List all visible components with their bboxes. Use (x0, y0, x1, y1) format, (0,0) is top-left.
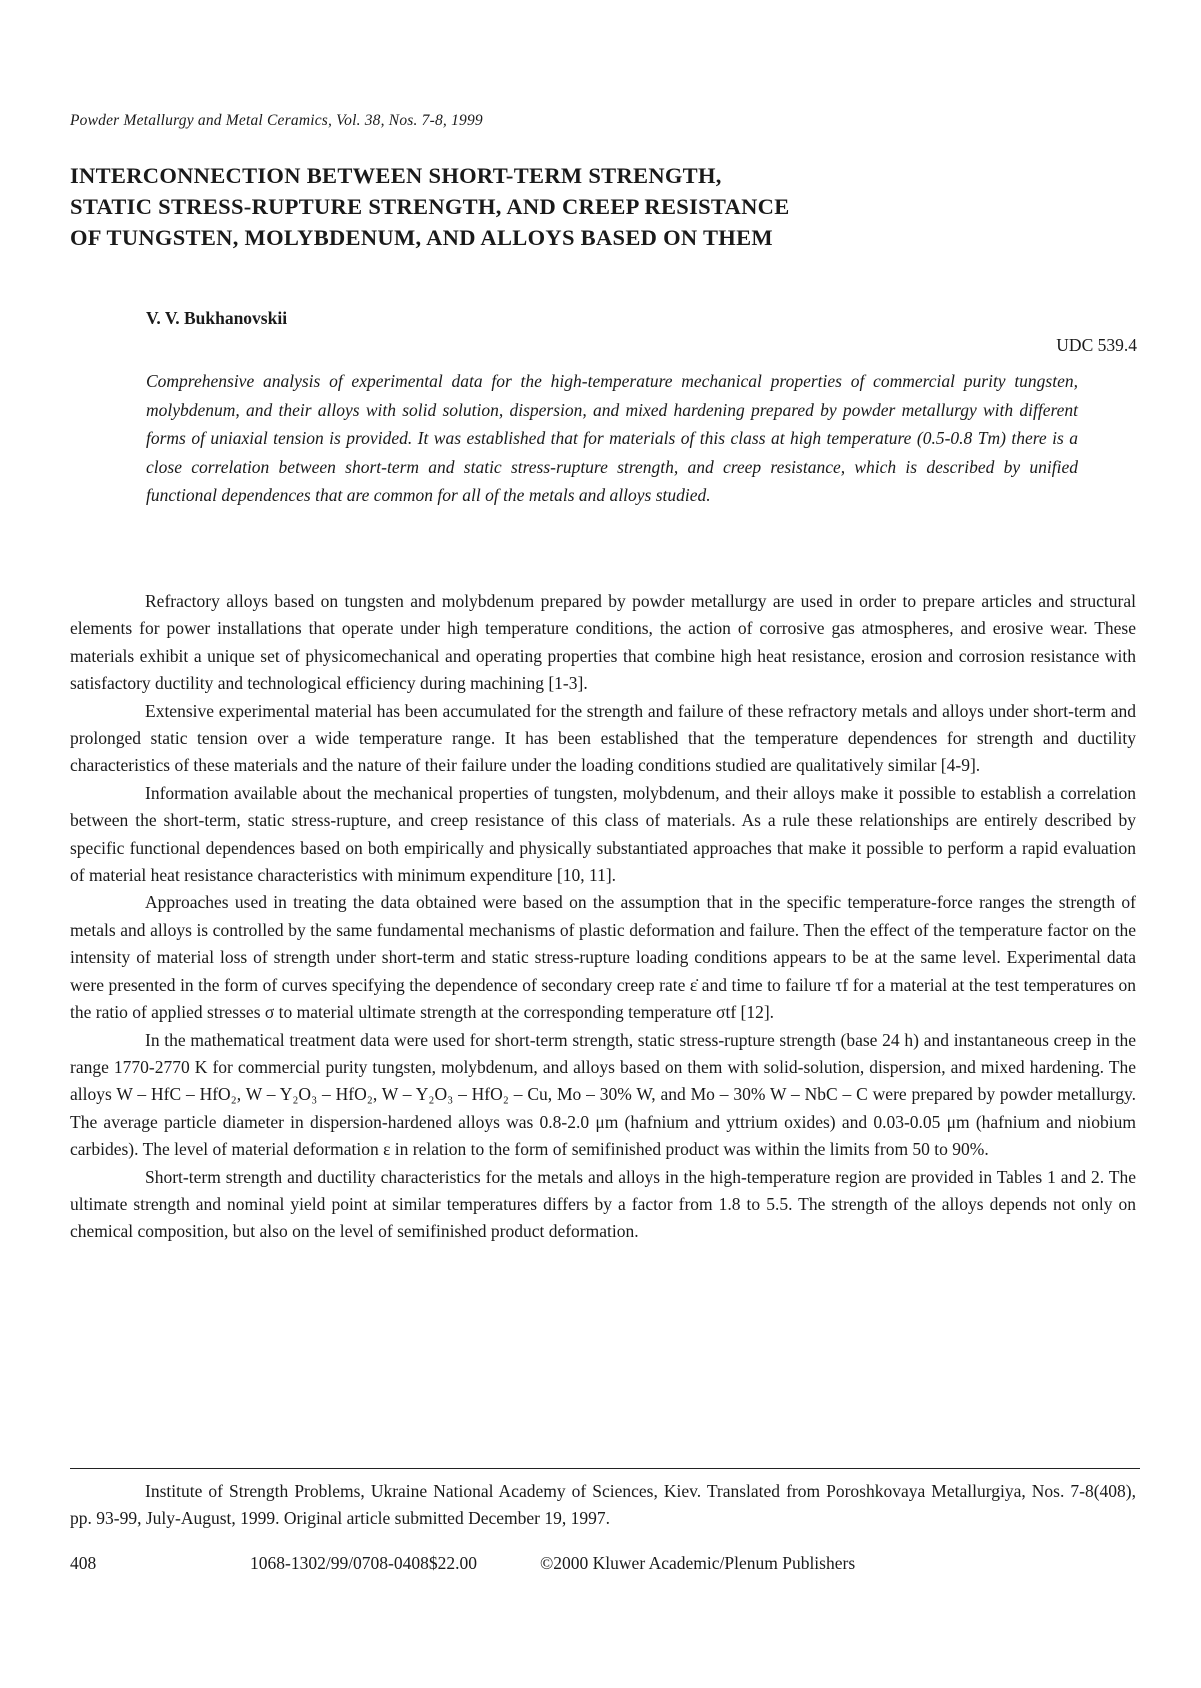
body-paragraph: Information available about the mechanical properties of tungsten, molybdenum, and their alloys make it possible to establish a correlation between the short-term, static stress-rupture, and creep resistance of this class of materials. As a rule these relationships are entirely described by specific functional dependences based on both empirically and physically substantiated approaches that make it possible to perform a rapid evaluation of material heat resistance characteristics with minimum expenditure [10, 11]. (70, 782, 1136, 886)
title-line: INTERCONNECTION BETWEEN SHORT-TERM STRENGTH, (70, 163, 722, 188)
article-body (70, 588, 1136, 1246)
body-paragraph: Short-term strength and ductility characteristics for the metals and alloys in the high-temperature region are provided in Tables 1 and 2. The ultimate strength and nominal yield point at similar temperatures differs by a factor from 1.8 to 5.5. The strength of the alloys depends not only on chemical composition, but also on the level of semifinished product deformation. (70, 1166, 1136, 1242)
article-title (70, 160, 1030, 253)
author-name: V. V. Bukhanovskii (146, 308, 288, 328)
title-line: OF TUNGSTEN, MOLYBDENUM, AND ALLOYS BASED ON THEM (70, 225, 773, 250)
udc-code: UDC 539.4 (1056, 335, 1137, 355)
footnote-divider (70, 1468, 1140, 1469)
body-paragraph: Approaches used in treating the data obtained were based on the assumption that in the specific temperature-force ranges the strength of metals and alloys is controlled by the same fundamental mechanisms of plastic deformation and failure. Then the effect of the temperature factor on the intensity of material loss of strength under short-term and static stress-rupture loading conditions appears to be at the same level. Experimental data were presented in the form of curves specifying the dependence of secondary creep rate ε̇ and time to failure τf for a material at the test temperatures on the ratio of applied stresses σ to material ultimate strength at the corresponding temperature σtf [12]. (70, 892, 1136, 1023)
body-paragraph: In the mathematical treatment data were used for short-term strength, static stress-rupture strength (base 24 h) and instantaneous creep in the range 1770-2770 K for commercial purity tungsten, molybdenum, and alloys based on them with solid-solution, dispersion, and mixed hardening. The alloys W – HfC – HfO₂, W – Y₂O₃ – HfO₂, W – Y₂O₃ – HfO₂ – Cu, Mo – 30% W, and Mo – 30% W – NbC – C were prepared by powder metallurgy. The average particle diameter in dispersion-hardened alloys was 0.8-2.0 μm (hafnium and yttrium oxides) and 0.03-0.05 μm (hafnium and niobium carbides). The level of material deformation ε in relation to the form of semifinished product was within the limits from 50 to 90%. (70, 1029, 1136, 1160)
page-number: 408 (70, 1553, 97, 1573)
abstract: Comprehensive analysis of experimental data for the high-temperature mechanical properties of commercial purity tungsten, molybdenum, and their alloys with solid solution, dispersion, and mixed hardening prepared by powder metallurgy with different forms of uniaxial tension is provided. It was established that for materials of this class at high temperature (0.5-0.8 Tm) there is a close correlation between short-term and static stress-rupture strength, and creep resistance, which is described by unified functional dependences that are common for all of the metals and alloys studied. (146, 371, 1078, 506)
body-paragraph: Refractory alloys based on tungsten and molybdenum prepared by powder metallurgy are used in order to prepare articles and structural elements for power installations that operate under high temperature conditions, the action of corrosive gas atmospheres, and erosive wear. These materials exhibit a unique set of physicomechanical and operating properties that combine high heat resistance, erosion and corrosion resistance with satisfactory ductility and technological efficiency during machining [1-3]. (70, 591, 1136, 694)
copyright-notice: ©2000 Kluwer Academic/Plenum Publishers (540, 1553, 856, 1573)
title-line: STATIC STRESS-RUPTURE STRENGTH, AND CREEP RESISTANCE (70, 194, 790, 219)
issn-code: 1068-1302/99/0708-0408$22.00 (250, 1553, 478, 1573)
journal-header: Powder Metallurgy and Metal Ceramics, Vol. 38, Nos. 7-8, 1999 (70, 112, 483, 129)
affiliation-footnote: Institute of Strength Problems, Ukraine National Academy of Sciences, Kiev. Translated from Poroshkovaya Metallurgiya, Nos. 7-8(408), pp. 93-99, July-August, 1999. Original article submitted December 19, 1997. (70, 1481, 1136, 1528)
body-paragraph: Extensive experimental material has been accumulated for the strength and failure of these refractory metals and alloys under short-term and prolonged static tension over a wide temperature range. It has been established that the temperature dependences for strength and ductility characteristics of these materials and the nature of their failure under the loading conditions studied are qualitatively similar [4-9]. (70, 700, 1136, 776)
